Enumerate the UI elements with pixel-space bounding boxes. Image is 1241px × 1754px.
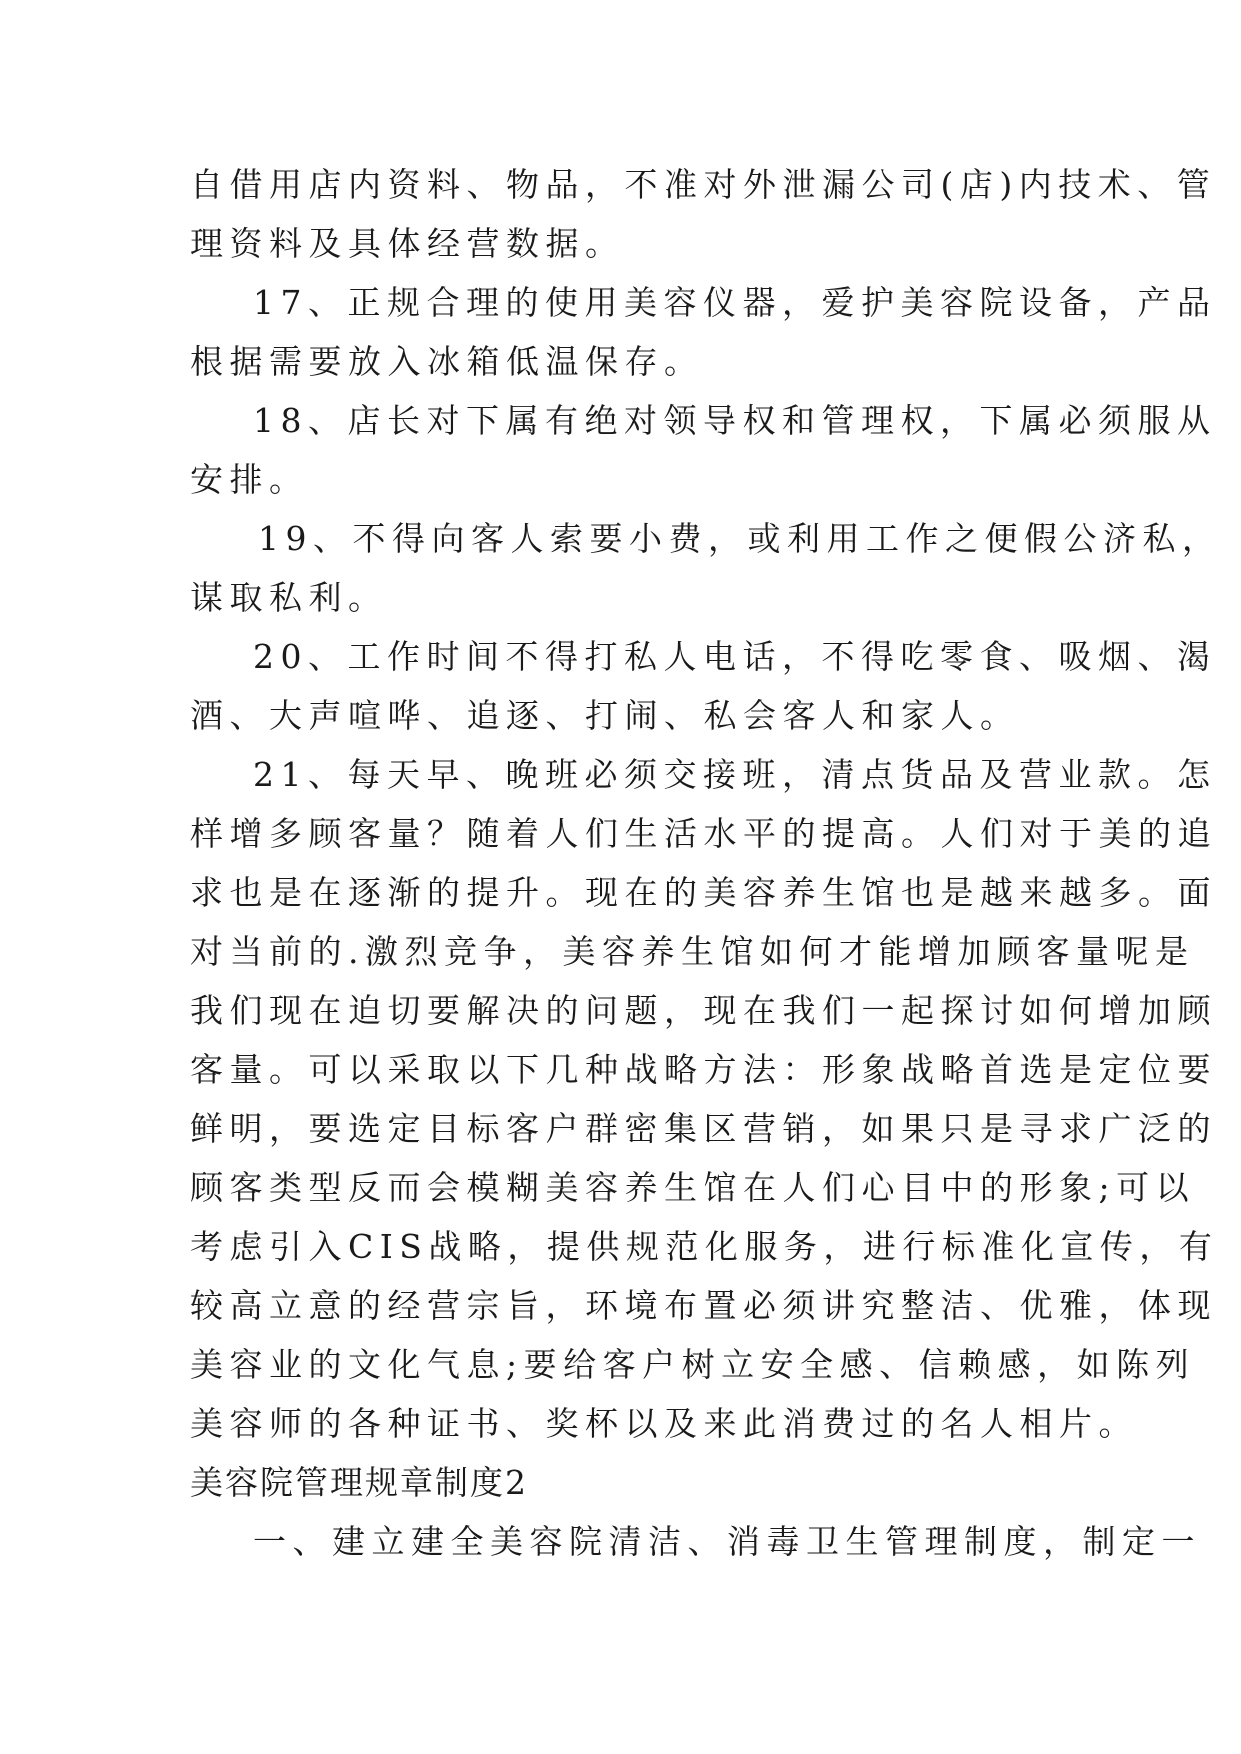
text-line: 理资料及具体经营数据。 — [190, 224, 625, 263]
text-line: 酒、大声喧哗、追逐、打闹、私会客人和家人。 — [190, 696, 1020, 735]
text-line: 顾客类型反而会模糊美容养生馆在人们心目中的形象;可以 — [190, 1168, 1196, 1207]
text-line: 自借用店内资料、物品，不准对外泄漏公司(店)内技术、管 — [190, 165, 1217, 204]
paragraph-17: 17、正规合理的使用美容仪器，爱护美容院设备，产品 — [253, 283, 1217, 322]
paragraph-20: 20、工作时间不得打私人电话，不得吃零食、吸烟、渴 — [253, 637, 1217, 676]
paragraph-19: 19、不得向客人索要小费，或利用工作之便假公济私， — [258, 519, 1222, 558]
text-line: 客量。可以采取以下几种战略方法：形象战略首选是定位要 — [190, 1050, 1217, 1089]
text-line: 美容业的文化气息;要给客户树立安全感、信赖感，如陈列 — [190, 1345, 1196, 1384]
text-line: 对当前的.激烈竞争，美容养生馆如何才能增加顾客量呢是 — [190, 932, 1195, 971]
text-line: 求也是在逐渐的提升。现在的美容养生馆也是越来越多。面 — [190, 873, 1217, 912]
paragraph-21: 21、每天早、晚班必须交接班，清点货品及营业款。怎 — [253, 755, 1217, 794]
text-line: 较高立意的经营宗旨，环境布置必须讲究整洁、优雅，体现 — [190, 1286, 1217, 1325]
paragraph-18: 18、店长对下属有绝对领导权和管理权，下属必须服从 — [253, 401, 1217, 440]
paragraph-1: 一、建立建全美容院清洁、消毒卫生管理制度，制定一 — [253, 1522, 1201, 1561]
text-line: 谋取私利。 — [190, 578, 388, 617]
section-heading: 美容院管理规章制度2 — [190, 1463, 528, 1502]
text-line: 考虑引入CIS战略，提供规范化服务，进行标准化宣传，有 — [190, 1227, 1219, 1266]
text-line: 安排。 — [190, 460, 309, 499]
text-line: 根据需要放入冰箱低温保存。 — [190, 342, 704, 381]
text-line: 我们现在迫切要解决的问题，现在我们一起探讨如何增加顾 — [190, 991, 1217, 1030]
text-line: 美容师的各种证书、奖杯以及来此消费过的名人相片。 — [190, 1404, 1138, 1443]
text-line: 鲜明，要选定目标客户群密集区营销，如果只是寻求广泛的 — [190, 1109, 1217, 1148]
text-line: 样增多顾客量？随着人们生活水平的提高。人们对于美的追 — [190, 814, 1217, 853]
